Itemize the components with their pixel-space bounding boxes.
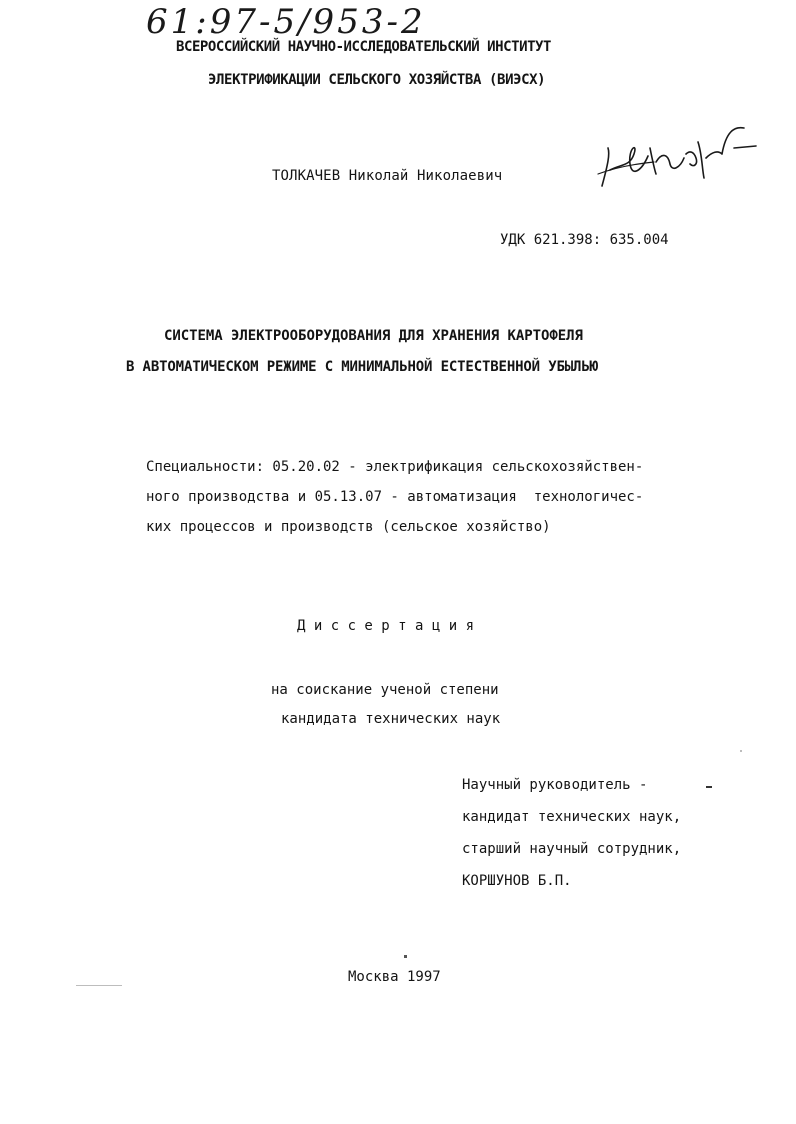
title-line-2: В АВТОМАТИЧЕСКОМ РЕЖИМЕ С МИНИМАЛЬНОЙ ЕСТЕСТВЕННОЙ УБЫЛЬЮ [126,359,598,375]
archive-number: 61:97-5/953-2 [146,2,426,42]
specialty-line-3: ких процессов и производств (сельское хозяйство) [146,519,551,535]
scan-speck [706,786,712,788]
specialty-line-1: Специальности: 05.20.02 - электрификация сельскохозяйствен- [146,459,644,475]
scan-speck [404,955,407,958]
supervisor-line-3: старший научный сотрудник, [462,841,682,857]
city-year: Москва 1997 [348,969,441,985]
title-line-1: СИСТЕМА ЭЛЕКТРООБОРУДОВАНИЯ ДЛЯ ХРАНЕНИЯ КАРТОФЕЛЯ [164,328,583,344]
udc-code: УДК 621.398: 635.004 [500,232,669,248]
scan-speck [740,750,742,752]
degree-line-2: кандидата технических наук [281,711,501,727]
author-signature [594,124,760,198]
author-name: ТОЛКАЧЕВ Николай Николаевич [272,168,503,184]
supervisor-line-4: КОРШУНОВ Б.П. [462,873,572,889]
document-type: Д и с с е р т а ц и я [297,618,475,634]
supervisor-line-1: Научный руководитель - [462,777,648,793]
degree-line-1: на соискание ученой степени [271,682,499,698]
specialty-line-2: ного производства и 05.13.07 - автоматизация технологичес- [146,489,644,505]
institute-line-2: ЭЛЕКТРИФИКАЦИИ СЕЛЬСКОГО ХОЗЯЙСТВА (ВИЭСХ) [208,72,546,88]
scan-speck [76,985,122,986]
institute-line-1: ВСЕРОССИЙСКИЙ НАУЧНО-ИССЛЕДОВАТЕЛЬСКИЙ ИНСТИТУТ [176,39,551,55]
supervisor-line-2: кандидат технических наук, [462,809,682,825]
